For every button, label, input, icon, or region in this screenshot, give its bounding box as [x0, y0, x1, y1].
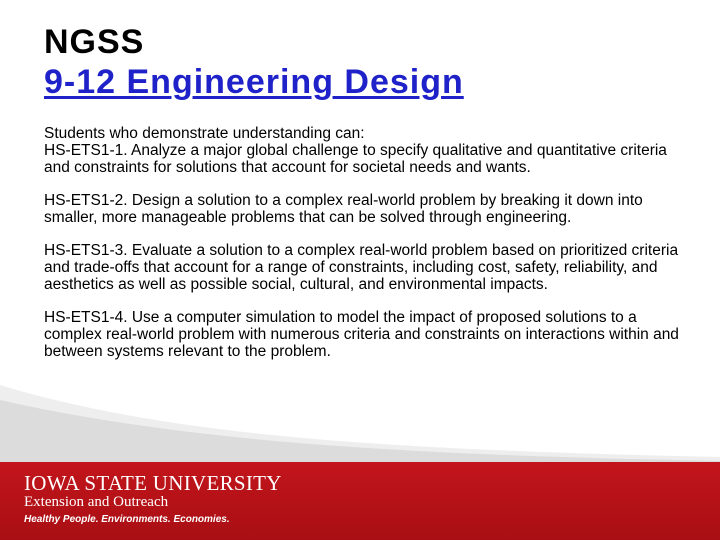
standards-content	[44, 125, 684, 360]
standard-hs-ets1-4: HS-ETS1-4. Use a computer simulation to model the impact of proposed solutions to a complex real-world problem with numerous criteria and constraints on interactions within and between systems relevant to the problem.	[44, 309, 679, 360]
title-ngss: NGSS	[44, 23, 145, 61]
title-engineering-design-link[interactable]: 9-12 Engineering Design	[44, 63, 464, 101]
standard-hs-ets1-3: HS-ETS1-3. Evaluate a solution to a complex real-world problem based on prioritized criteria and trade-offs that account for a range of constraints, including cost, safety, reliability, and aesthetics as well as possible social, cultural, and environmental impacts.	[44, 242, 679, 293]
intro-text: Students who demonstrate understanding can:	[44, 125, 365, 142]
university-logo-wordmark: IOWA STATE UNIVERSITY	[24, 471, 282, 495]
footer-swoosh-decoration	[0, 345, 720, 465]
extension-outreach-label: Extension and Outreach	[24, 494, 169, 510]
standard-hs-ets1-2: HS-ETS1-2. Design a solution to a complex real-world problem by breaking it down into smaller, more manageable problems that can be solved through engineering.	[44, 192, 643, 226]
slide-title	[44, 22, 464, 102]
footer-tagline: Healthy People. Environments. Economies.	[24, 514, 230, 525]
standard-hs-ets1-1: HS-ETS1-1. Analyze a major global challenge to specify qualitative and quantitative criteria and constraints for solutions that account for societal needs and wants.	[44, 142, 667, 176]
